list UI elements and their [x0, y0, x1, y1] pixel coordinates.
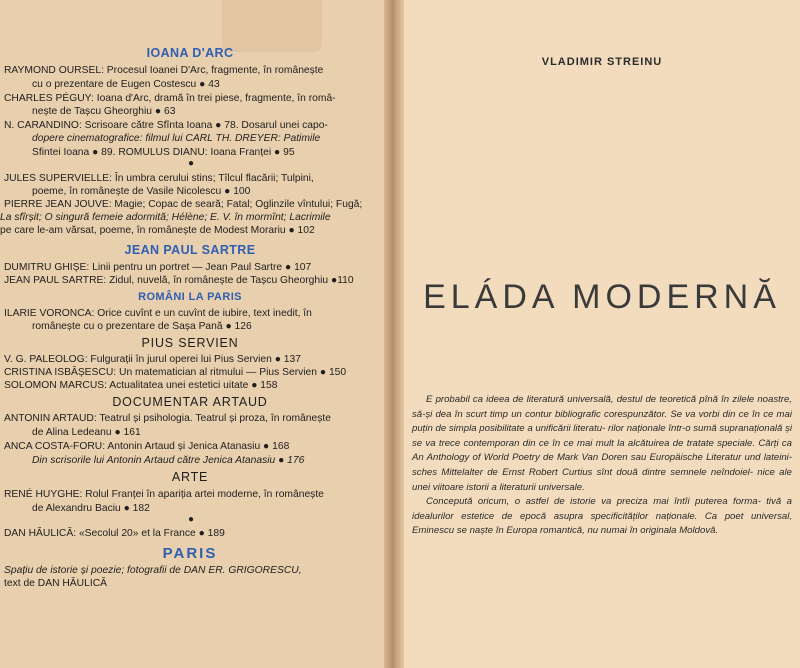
article-body: [412, 393, 792, 539]
toc-entry: N. CARANDINO: Scrisoare către Sfînta Ioana ● 78. Dosarul unei capo-: [4, 120, 328, 131]
page-watermark: [222, 0, 322, 52]
toc-entry: JULES SUPERVIELLE: În umbra cerului stins; Tîlcul flacării; Tulpini,: [4, 173, 314, 184]
toc-entry: text de DAN HĂULICĂ: [4, 578, 108, 589]
toc-entry: RAYMOND OURSEL: Procesul Ioanei D'Arc, fragmente, în românește: [4, 65, 324, 76]
toc-entry: de Alexandru Baciu ● 182: [32, 503, 150, 514]
toc-entry: JEAN PAUL SARTRE: Zidul, nuvelă, în românește de Tașcu Gheorghiu ●110: [4, 275, 354, 286]
toc-entry: V. G. PALEOLOG: Fulgurații în jurul operei lui Pius Servien ● 137: [4, 354, 301, 365]
article-paragraph: Concepută oricum, o astfel de istorie va preciza mai întîi puterea forma- tivă a idealurilor estetice de epocă asupra specificităților naționale. Ca poet universal, Eminescu se naște în Europa romantică, nu numai în originala Moldovă.: [412, 496, 792, 537]
toc-entry: CHARLES PÉGUY: Ioana d'Arc, dramă în trei piese, fragmente, în româ-: [4, 93, 336, 104]
right-page-article: [404, 0, 800, 668]
separator-bullet: ●: [188, 158, 195, 169]
toc-entry: cu o prezentare de Eugen Costescu ● 43: [32, 79, 220, 90]
toc-entry: dopere cinematografice: filmul lui CARL TH. DREYER: Patimile: [32, 133, 321, 144]
section-title-pius-servien: PIUS SERVIEN: [141, 336, 239, 350]
toc-entry: DUMITRU GHIȘE: Linii pentru un portret — Jean Paul Sartre ● 107: [4, 262, 312, 273]
toc-entry: ILARIE VORONCA: Orice cuvînt e un cuvînt de iubire, text inedit, în: [4, 308, 312, 319]
toc-entry: pe care le-am vărsat, poeme, în românește de Modest Morariu ● 102: [0, 225, 315, 236]
toc-entry: Din scrisorile lui Antonin Artaud către Jenica Atanasiu ● 176: [32, 455, 305, 466]
article-title: ELÁDA MODERNĂ: [423, 278, 781, 316]
article-paragraph: E probabil ca ideea de literatură universală, destul de teoretică pînă în zilele noastre, să-și dea în scurt timp un contur bibliografic corespunzător. Se va vorbi din ce în ce mai puțin de simpla posibilitate a unificării literatu- rilor naționale într-o sumă supranațională și se va trece contemporan din ce în ce mai mult la alcătuirea de tratate speciale. Cărți ca An Anthology of World Poetry de Mark Van Doren sau Europäische Literatur und lateini- sches Mittelalter de Ernst Robert Curtius sînt două dintre semnele neîndoiel- nice ale unei viitoare istorii a literaturii universale.: [412, 394, 793, 493]
toc-entry: Spațiu de istorie și poezie; fotografii de DAN ER. GRIGORESCU,: [4, 565, 302, 576]
section-title-sartre: JEAN PAUL SARTRE: [124, 243, 256, 257]
book-gutter: [384, 0, 404, 668]
section-title-paris: PARIS: [162, 545, 218, 562]
article-author: VLADIMIR STREINU: [541, 56, 663, 68]
toc-entry: ANCA COSTA-FORU: Antonin Artaud și Jenica Atanasiu ● 168: [4, 441, 290, 452]
toc-entry: poeme, în românește de Vasile Nicolescu ● 100: [32, 186, 251, 197]
toc-entry: La sfîrșit; O singură femeie adormită; Hélène; E. V. în mormînt; Lacrimile: [0, 212, 331, 223]
toc-entry: nește de Tașcu Gheorghiu ● 63: [32, 106, 176, 117]
left-page-contents: [0, 0, 384, 668]
toc-entry: SOLOMON MARCUS: Actualitatea unei estetici uitate ● 158: [4, 380, 278, 391]
toc-entry: RENÉ HUYGHE: Rolul Franței în apariția artei moderne, în românește: [4, 489, 324, 500]
section-title-ioana-darc: IOANA D'ARC: [146, 46, 234, 60]
toc-entry: Sfintei Ioana ● 89. ROMULUS DIANU: Ioana Franței ● 95: [32, 147, 295, 158]
section-title-romani-la-paris: ROMÂNI LA PARIS: [138, 291, 242, 303]
toc-entry: ANTONIN ARTAUD: Teatrul și psihologia. Teatrul și proza, în românește: [4, 413, 331, 424]
toc-entry: de Alina Ledeanu ● 161: [32, 427, 141, 438]
separator-bullet: ●: [188, 514, 195, 525]
toc-entry: românește cu o prezentare de Sașa Pană ● 126: [32, 321, 252, 332]
toc-entry: CRISTINA ISBĂȘESCU: Un matematician al ritmului — Pius Servien ● 150: [4, 367, 347, 378]
section-title-documentar-artaud: DOCUMENTAR ARTAUD: [112, 395, 268, 409]
section-title-arte: ARTE: [171, 470, 209, 484]
toc-entry: PIERRE JEAN JOUVE: Magie; Copac de seară; Fatal; Oglinzile vîntului; Fugă;: [4, 199, 363, 210]
toc-entry: DAN HĂULICĂ: «Secolul 20» et la France ● 189: [4, 528, 225, 539]
